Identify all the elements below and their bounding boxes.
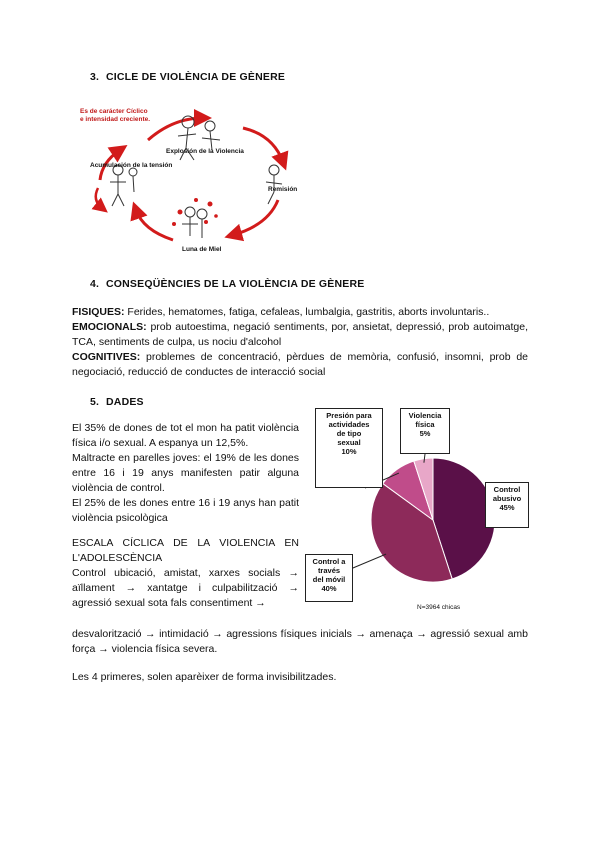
section-title: CONSEQÜÈNCIES DE LA VIOLÈNCIA DE GÈNERE [106, 278, 365, 290]
section-number: 3. [90, 71, 100, 83]
scale-title: ESCALA CÍCLICA DE LA VIOLENCIA EN L'ADOLESCÈNCIA [72, 537, 299, 564]
section-5-heading [90, 396, 144, 408]
callout-abusive-control: Control abusivo 45% [485, 482, 529, 528]
stage-remission-label: Remisión [268, 186, 298, 193]
pie-chart [305, 408, 533, 618]
stat-paragraph-2: Maltracte en parelles joves: el 19% de les dones entre 16 i 19 anys manifesten patir alguna violència de control. [72, 452, 299, 494]
section-title: DADES [106, 396, 144, 408]
cycle-arrow [136, 210, 173, 240]
cycle-arrow [96, 188, 102, 208]
stat-paragraph-3: El 25% de les dones entre 16 i 19 anys han patit violència psicològica [72, 497, 299, 524]
data-paragraphs [72, 421, 299, 611]
cycle-arrow [243, 128, 283, 162]
callout-mobile-control: Control a través del móvil 40% [305, 554, 353, 602]
scale-text-part-a: Control ubicació, amistat, xarxes socials → aïllament → xantatge i culpabilització → agressió sexual sota fals consentiment → [72, 567, 299, 609]
section-4-heading [90, 278, 364, 290]
consequences-block [72, 305, 528, 380]
cycle-note: Es de carácter Cíclico e intensidad creciente. [80, 108, 151, 123]
section-3-heading [90, 71, 285, 83]
emotional-consequences: EMOCIONALS: prob autoestima, negació sentiments, por, ansietat, depressió, prob autoimatge, TCA, sentiments de culpa, us nociu d'alcohol [72, 321, 528, 348]
chart-footnote: N=3964 chicas [417, 604, 461, 611]
cycle-arrow [233, 200, 278, 235]
physical-consequences: FISIQUES: Ferides, hematomes, fatiga, cefaleas, lumbalgia, gastritis, aborts involuntaris.. [72, 306, 490, 318]
violence-cycle-diagram [78, 100, 310, 260]
section-number: 5. [90, 396, 100, 408]
stat-paragraph-1: El 35% de dones de tot el mon ha patit violència física i/o sexual. A espanya un 12,5%. [72, 422, 299, 449]
callout-physical-violence: Violencia física 5% [400, 408, 450, 454]
cognitive-consequences: COGNITIVES: problemes de concentració, pèrdues de memòria, confusió, insomni, prob de negociació, reducció de conductes de interacció social [72, 351, 528, 378]
section-number: 4. [90, 278, 100, 290]
stage-explosion-label: Explosión de la Violencia [166, 148, 244, 155]
figure-sketches [110, 116, 282, 238]
callout-sexual-pressure: Presión para actividades de tipo sexual 10% [315, 408, 383, 488]
stage-honeymoon-label: Luna de Miel [182, 246, 222, 253]
cycle-arrow [148, 118, 203, 140]
cycle-illustration [78, 100, 310, 260]
stage-accumulation-label: Acumulación de la tensión [90, 162, 173, 169]
section-title: CICLE DE VIOLÈNCIA DE GÈNERE [106, 71, 286, 83]
scale-text-continuation: desvalorització → intimidació → agressions físiques inicials → amenaça → agressió sexual amb força → violencia física severa. [72, 628, 528, 655]
closing-note: Les 4 primeres, solen aparèixer de forma invisibilitzades. [72, 671, 337, 683]
